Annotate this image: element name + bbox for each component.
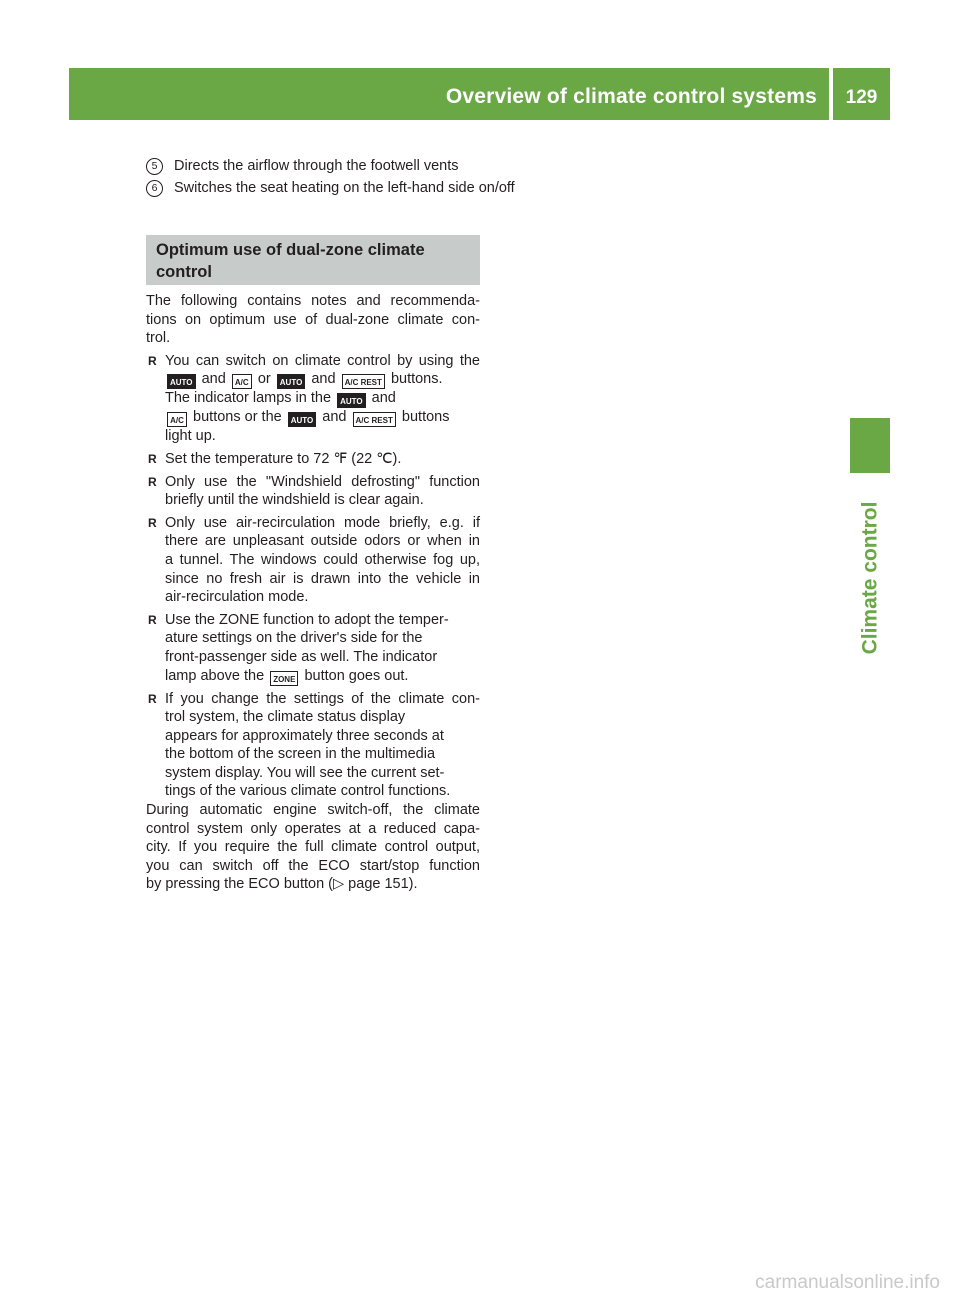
section-heading-line: Optimum use of dual-zone climate [156,241,425,259]
ac-button-icon: A/C [232,374,252,389]
page-title: Overview of climate control systems [445,85,817,108]
zone-button-icon: ZONE [270,671,298,686]
ac-rest-button-icon: A/C REST [342,374,385,389]
legend-item [146,155,515,177]
text-line [165,389,480,408]
outro-line: you can switch off the ECO start/stop function [146,857,480,874]
text-line: briefly until the windshield is clear again. [165,492,424,509]
text-line [165,408,480,427]
text-line [165,370,480,389]
callout-marker: 6 [146,180,163,197]
text-line: tings of the various climate control functions. [165,783,451,800]
text: buttons [401,409,450,426]
list-item [146,514,480,607]
legend-text: Directs the airflow through the footwell vents [174,158,459,174]
text: or [257,371,271,388]
text-line: ature settings on the driver's side for the [165,630,423,647]
header-bar [69,68,829,120]
auto-button-icon: AUTO [167,374,196,389]
section-body [146,292,480,894]
callout-marker: 5 [146,158,163,175]
section-heading [146,235,480,285]
outro-line: During automatic engine switch-off, the climate [146,802,480,819]
list-item [146,690,480,802]
text-line: since no fresh air is drawn into the vehicle in [165,570,480,587]
ac-rest-button-icon: A/C REST [353,412,396,427]
legend [146,155,515,199]
text-line: R Only use air-recirculation mode briefly, e.g. if [165,514,480,531]
outro-line [146,875,480,894]
text-line: appears for approximately three seconds at [165,727,444,744]
side-tab-marker [850,418,890,473]
text: and [322,409,347,426]
outro-line: control system only operates at a reduced capa- [146,820,480,837]
text-line: front-passenger side as well. The indicator [165,648,438,665]
list-item [146,352,480,446]
text: The indicator lamps in the [165,390,332,407]
text: lamp above the [165,667,265,684]
text-line: R Set the temperature to 72 ℉ (22 ℃). [165,450,402,467]
text-line: R Use the ZONE function to adopt the temper- [165,611,449,628]
bullet-list [146,352,480,801]
text: and [371,390,396,407]
ac-button-icon: A/C [167,412,187,427]
section-heading-line: control [156,263,212,281]
text-line: system display. You will see the current set- [165,764,445,781]
legend-text: Switches the seat heating on the left-hand side on/off [174,180,515,196]
text: button goes out. [304,667,409,684]
list-item [146,611,480,686]
text-line: a tunnel. The windows could otherwise fog up, [165,551,480,568]
intro-line: trol. [146,330,171,347]
text: and [201,371,226,388]
outro-line: city. If you require the full climate control output, [146,839,480,856]
auto-button-icon: AUTO [337,393,366,408]
auto-button-icon: AUTO [277,374,306,389]
text: and [311,371,336,388]
text-line: there are unpleasant outside odors or when in [165,533,480,550]
text: by pressing the ECO button ( [146,876,333,893]
text-line [165,667,480,686]
legend-item [146,177,515,199]
page-reference-arrow-icon: ▷ [333,876,345,893]
page-reference-link[interactable]: page 151). [344,876,418,893]
text-line: R You can switch on climate control by using the [165,352,480,369]
text-line: the bottom of the screen in the multimedia [165,746,436,763]
list-item [146,473,480,510]
text-line: air-recirculation mode. [165,589,309,606]
intro-line: The following contains notes and recommenda- [146,293,480,309]
auto-button-icon: AUTO [288,412,317,427]
text-line: trol system, the climate status display [165,709,406,726]
text: buttons. [390,371,443,388]
text-line: R Only use the "Windshield defrosting" function [165,473,480,490]
watermark: carmanualsonline.info [755,1272,940,1293]
text-line: light up. [165,428,216,445]
text: buttons or the [193,409,282,426]
side-tab-label: Climate control [858,501,882,654]
text-line: R If you change the settings of the climate con- [165,690,480,707]
intro-line: tions on optimum use of dual-zone climate con- [146,311,480,328]
list-item [146,450,480,469]
page-number: 129 [833,68,890,120]
side-tab [850,490,890,665]
